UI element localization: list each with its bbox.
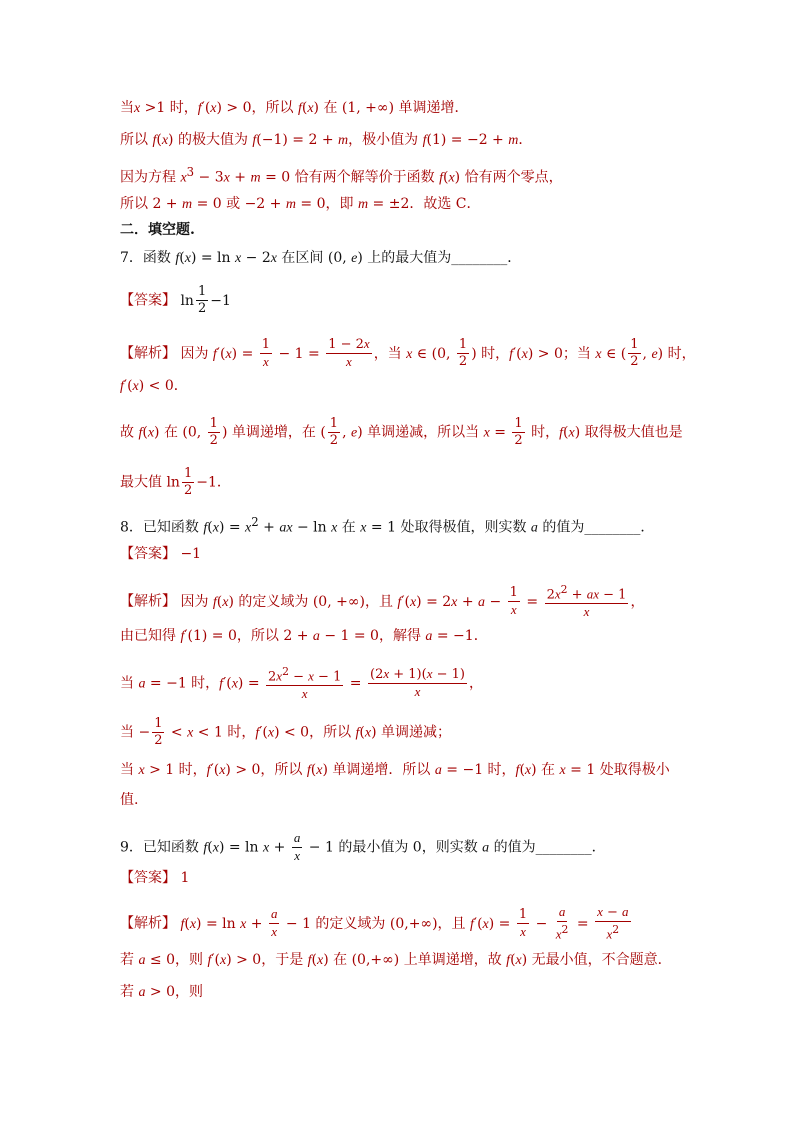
- q8-analysis-4: 当 − $\frac{1}{2}$ < x < 1 时，f′(x) < 0，所以 f(x) 单调递减；: [120, 716, 452, 748]
- solution-line-4: 所以 2 + m = 0 或 −2 + m = 0，即 m = ±2．故选 C．: [120, 196, 481, 212]
- analysis-label: 【解析】: [120, 593, 176, 610]
- answer-label: 【答案】: [120, 546, 176, 562]
- q9-analysis-2: 若 a ≤ 0，则 f′(x) > 0，于是 f(x) 在 (0,+∞) 上单调递增，故 f(x) 无最小值，不合题意．: [120, 952, 672, 968]
- q8-analysis-2: 由已知得 f′(1) = 0，所以 2 + a − 1 = 0，解得 a = −1．: [120, 628, 488, 644]
- q7-analysis-1: 【解析】 因为 f′(x) = $\frac{1}{x}$ − 1 = $\frac{1 - 2x}{x}$ ，当 x ∈ (0, $\frac{1}{2}$ ) 时，f′(x) > 0；当 x ∈ ( $\frac{1}{2}$ , e) 时，: [120, 336, 696, 369]
- q8-analysis-5: 当 x > 1 时，f′(x) > 0，所以 f(x) 单调递增．所以 a = −1 时，f(x) 在 x = 1 处取得极小: [120, 762, 670, 778]
- q8-analysis-6: 值.: [120, 792, 139, 808]
- q9-answer: [120, 868, 189, 888]
- q8-analysis-3: 当 a = −1 时，f′(x) = $\frac{2x^2 - x - 1}{x}$ = $\frac{(2x + 1)(x - 1)}{x}$ ，: [120, 665, 483, 702]
- analysis-label: 【解析】: [120, 345, 176, 362]
- q7-analysis-2: f′(x) < 0．: [120, 378, 188, 394]
- answer-label: 【答案】: [120, 870, 176, 886]
- q7-analysis-3: 故 f(x) 在 (0, $\frac{1}{2}$ ) 单调递增，在 ( $\frac{1}{2}$ , e) 单调递减，所以当 x = $\frac{1}{2}$ 时，f(x) 取得极大值也是: [120, 416, 683, 448]
- q9-analysis-1: 【解析】 f(x) = ln x + $\frac{a}{x}$ − 1 的定义域为 (0,+∞)，且 f′(x) = $\frac{1}{x}$ − $\frac{a}{x^2}$ = $\frac{x - a}{x^2}$: [120, 904, 629, 942]
- q8-analysis-1: 【解析】 因为 f(x) 的定义域为 (0, +∞)，且 f′(x) = 2x + a − $\frac{1}{x}$ = $\frac{2x^2 + ax - 1}{x}$ ，: [120, 583, 645, 620]
- analysis-label: 【解析】: [120, 915, 176, 932]
- q8-answer: [120, 544, 201, 564]
- solution-line-1: 当x >1 时，f′(x) > 0，所以 f(x) 在 (1, +∞) 单调递增．: [120, 100, 469, 116]
- solution-line-3: 因为方程 $x^3 - 3x + m = 0$ 恰有两个解等价于函数 f(x) 恰有两个零点，: [120, 165, 563, 186]
- answer-value: −1: [180, 546, 202, 562]
- solution-line-2: 所以 f(x) 的极大值为 f(−1) = 2 + m，极小值为 f(1) = −2 + m．: [120, 132, 533, 148]
- q8-question: 8．已知函数 $f(x) = x^2$ + ax − ln x 在 x = 1 处取得极值，则实数 a 的值为________．: [120, 515, 655, 536]
- answer-value: 1: [180, 870, 190, 886]
- q7-question: 7．函数 f(x) = ln x − 2x 在区间 (0, e) 上的最大值为________．: [120, 250, 522, 266]
- section-heading: 二．填空题.: [120, 222, 195, 238]
- q7-answer: 【答案】 ln $\frac{1}{2}$ −1: [120, 284, 231, 316]
- q7-analysis-4: 最大值 ln $\frac{1}{2}$ −1．: [120, 466, 231, 498]
- answer-label: 【答案】: [120, 292, 176, 309]
- q9-analysis-3: 若 a > 0，则: [120, 984, 203, 1000]
- q9-question: 9．已知函数 f(x) = ln x + $\frac{a}{x}$ − 1 的最小值为 0，则实数 a 的值为________．: [120, 830, 606, 863]
